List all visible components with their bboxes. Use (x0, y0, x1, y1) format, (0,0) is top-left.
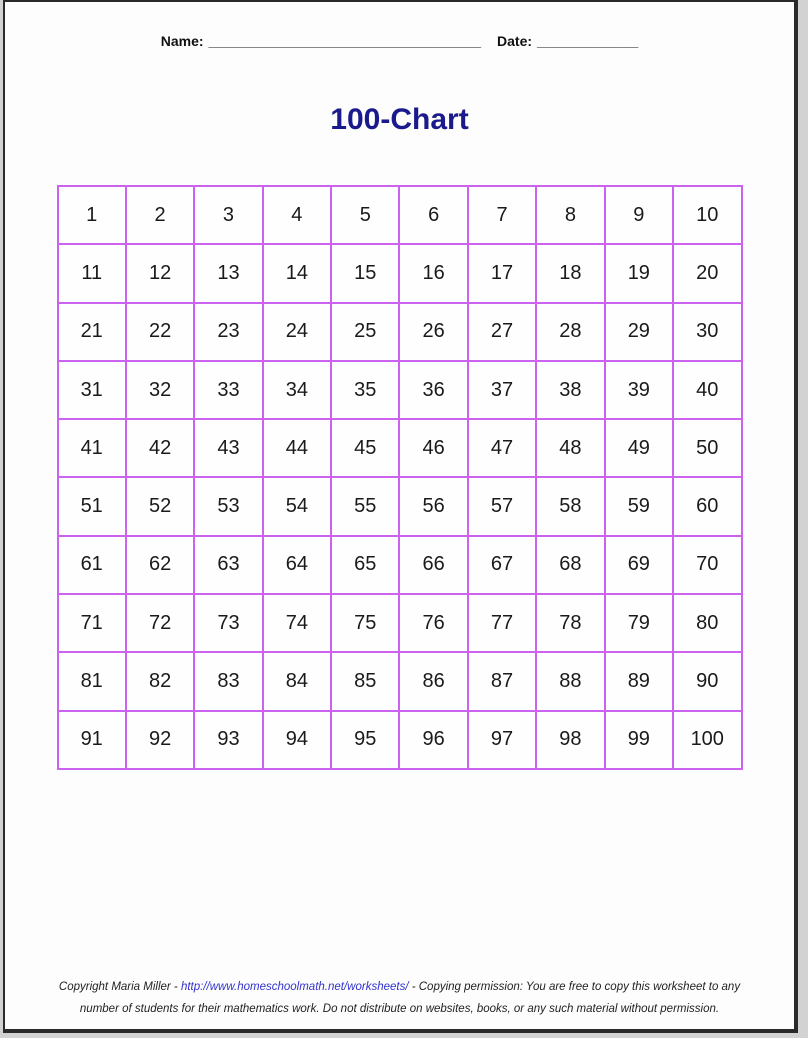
grid-cell: 32 (126, 361, 194, 419)
grid-cell: 7 (468, 186, 536, 244)
footer-copyright-line1 (5, 976, 794, 998)
grid-cell: 92 (126, 711, 194, 769)
grid-cell: 64 (263, 536, 331, 594)
grid-cell: 45 (331, 419, 399, 477)
grid-cell: 14 (263, 244, 331, 302)
grid-cell: 56 (399, 477, 467, 535)
grid-cell: 58 (536, 477, 604, 535)
grid-cell: 81 (58, 652, 126, 710)
grid-cell: 69 (605, 536, 673, 594)
grid-cell: 78 (536, 594, 604, 652)
grid-cell: 66 (399, 536, 467, 594)
grid-cell: 60 (673, 477, 741, 535)
grid-cell: 1 (58, 186, 126, 244)
grid-cell: 99 (605, 711, 673, 769)
copyright-text-suffix: - Copying permission: You are free to copy this worksheet to any (408, 981, 741, 993)
grid-cell: 27 (468, 303, 536, 361)
grid-cell: 55 (331, 477, 399, 535)
grid-cell: 5 (331, 186, 399, 244)
grid-cell: 77 (468, 594, 536, 652)
grid-cell: 26 (399, 303, 467, 361)
grid-row (58, 477, 742, 535)
grid-cell: 97 (468, 711, 536, 769)
grid-row (58, 303, 742, 361)
grid-cell: 38 (536, 361, 604, 419)
grid-cell: 23 (194, 303, 262, 361)
grid-cell: 62 (126, 536, 194, 594)
page-title: 100-Chart (330, 103, 469, 136)
grid-cell: 48 (536, 419, 604, 477)
grid-cell: 65 (331, 536, 399, 594)
grid-cell: 34 (263, 361, 331, 419)
grid-cell: 31 (58, 361, 126, 419)
grid-cell: 91 (58, 711, 126, 769)
grid-row (58, 244, 742, 302)
grid-cell: 61 (58, 536, 126, 594)
hundred-chart-body (58, 186, 742, 769)
grid-cell: 57 (468, 477, 536, 535)
worksheet-page (3, 0, 798, 1033)
grid-cell: 25 (331, 303, 399, 361)
grid-cell: 70 (673, 536, 741, 594)
grid-cell: 18 (536, 244, 604, 302)
name-date-header (5, 33, 794, 49)
grid-cell: 74 (263, 594, 331, 652)
grid-cell: 67 (468, 536, 536, 594)
grid-row (58, 536, 742, 594)
grid-cell: 96 (399, 711, 467, 769)
grid-cell: 72 (126, 594, 194, 652)
grid-cell: 73 (194, 594, 262, 652)
grid-cell: 10 (673, 186, 741, 244)
grid-cell: 19 (605, 244, 673, 302)
grid-cell: 44 (263, 419, 331, 477)
grid-cell: 71 (58, 594, 126, 652)
grid-cell: 50 (673, 419, 741, 477)
grid-cell: 80 (673, 594, 741, 652)
grid-cell: 24 (263, 303, 331, 361)
date-label: Date: (497, 33, 533, 49)
grid-cell: 6 (399, 186, 467, 244)
grid-cell: 87 (468, 652, 536, 710)
grid-cell: 4 (263, 186, 331, 244)
grid-cell: 36 (399, 361, 467, 419)
grid-cell: 37 (468, 361, 536, 419)
grid-cell: 86 (399, 652, 467, 710)
grid-row (58, 711, 742, 769)
grid-cell: 29 (605, 303, 673, 361)
grid-cell: 75 (331, 594, 399, 652)
grid-cell: 95 (331, 711, 399, 769)
hundred-chart-grid (57, 185, 743, 770)
grid-cell: 17 (468, 244, 536, 302)
grid-cell: 47 (468, 419, 536, 477)
grid-cell: 83 (194, 652, 262, 710)
grid-cell: 94 (263, 711, 331, 769)
grid-cell: 59 (605, 477, 673, 535)
grid-cell: 40 (673, 361, 741, 419)
grid-cell: 3 (194, 186, 262, 244)
grid-cell: 41 (58, 419, 126, 477)
grid-cell: 42 (126, 419, 194, 477)
grid-cell: 46 (399, 419, 467, 477)
grid-cell: 54 (263, 477, 331, 535)
homeschoolmath-link[interactable]: http://www.homeschoolmath.net/worksheets/ (180, 981, 409, 993)
name-blank-line: ___________________________________ (208, 33, 482, 49)
grid-cell: 22 (126, 303, 194, 361)
grid-cell: 11 (58, 244, 126, 302)
grid-cell: 98 (536, 711, 604, 769)
grid-cell: 79 (605, 594, 673, 652)
grid-cell: 52 (126, 477, 194, 535)
grid-cell: 15 (331, 244, 399, 302)
name-label: Name: (160, 33, 204, 49)
grid-container (5, 185, 794, 770)
grid-cell: 85 (331, 652, 399, 710)
grid-cell: 76 (399, 594, 467, 652)
grid-cell: 8 (536, 186, 604, 244)
grid-cell: 90 (673, 652, 741, 710)
grid-cell: 68 (536, 536, 604, 594)
grid-row (58, 652, 742, 710)
grid-row (58, 361, 742, 419)
grid-cell: 20 (673, 244, 741, 302)
grid-cell: 16 (399, 244, 467, 302)
grid-cell: 2 (126, 186, 194, 244)
grid-row (58, 594, 742, 652)
grid-cell: 35 (331, 361, 399, 419)
grid-row (58, 186, 742, 244)
grid-cell: 53 (194, 477, 262, 535)
grid-cell: 30 (673, 303, 741, 361)
grid-cell: 63 (194, 536, 262, 594)
grid-cell: 100 (673, 711, 741, 769)
date-blank-line: _____________ (537, 33, 639, 49)
copyright-text-prefix: Copyright Maria Miller - (58, 981, 181, 993)
grid-cell: 21 (58, 303, 126, 361)
grid-cell: 84 (263, 652, 331, 710)
grid-cell: 89 (605, 652, 673, 710)
grid-cell: 82 (126, 652, 194, 710)
footer-copyright (5, 976, 794, 1020)
grid-cell: 51 (58, 477, 126, 535)
grid-cell: 13 (194, 244, 262, 302)
footer-copyright-line2: number of students for their mathematics work. Do not distribute on websites, books, or any such material without permission. (79, 1003, 720, 1015)
grid-cell: 9 (605, 186, 673, 244)
grid-cell: 49 (605, 419, 673, 477)
grid-row (58, 419, 742, 477)
grid-cell: 33 (194, 361, 262, 419)
grid-cell: 88 (536, 652, 604, 710)
grid-cell: 28 (536, 303, 604, 361)
grid-cell: 39 (605, 361, 673, 419)
grid-cell: 12 (126, 244, 194, 302)
grid-cell: 43 (194, 419, 262, 477)
grid-cell: 93 (194, 711, 262, 769)
